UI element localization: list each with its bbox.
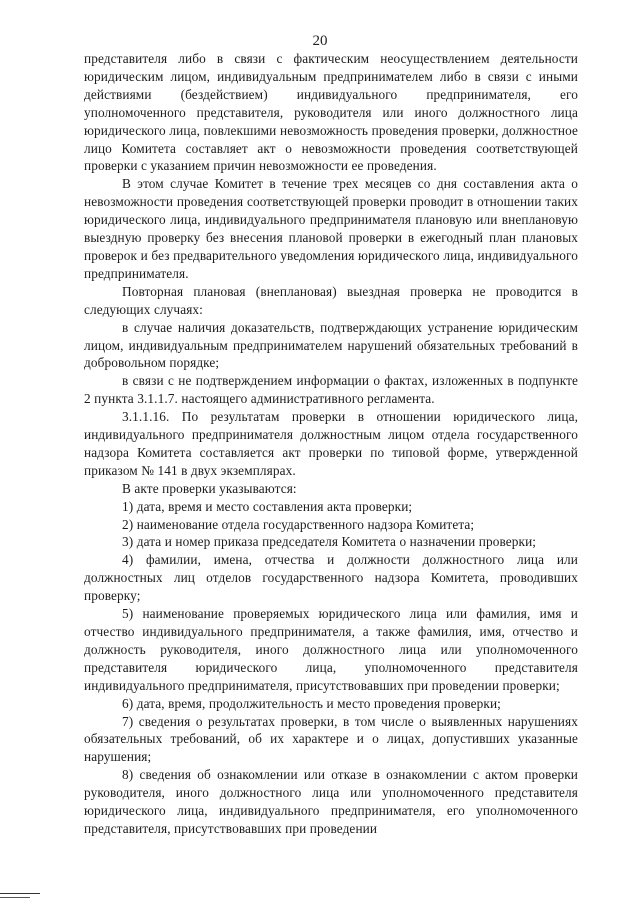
list-item-4: 4) фамилии, имена, отчества и должности должностного лица или должностных лиц отделов государственного надзора Комитета, проводивших проверку;: [84, 552, 578, 604]
paragraph-case-evidence: в случае наличия доказательств, подтверждающих устранение юридическим лицом, индивидуальным предпринимателем нарушений обязательных требований в добровольном порядке;: [84, 319, 578, 371]
list-item-6: 6) дата, время, продолжительность и место проведения проверки;: [122, 695, 501, 711]
paragraph-repeat-inspection: Повторная плановая (внеплановая) выездная проверка не проводится в следующих случаях:: [84, 283, 578, 317]
list-item-1: 1) дата, время и место составления акта проверки;: [122, 498, 413, 514]
list-item-7: 7) сведения о результатах проверки, в том числе о выявленных нарушениях обязательных требований, об их характере и о лицах, допустивших указанные нарушения;: [84, 713, 578, 765]
paragraph-act-contents-heading: В акте проверки указываются:: [122, 480, 297, 496]
footer-divider: [0, 893, 40, 894]
list-item-5: 5) наименование проверяемых юридического лица или фамилия, имя и отчество индивидуального предпринимателя, а также фамилия, имя, отчество и должность руководителя, иного должностного лица или уполномоченного представителя юридического лица, уполномоченного представителя индивидуального предпринимателя, присутствовавших при проведении проверки;: [84, 606, 578, 693]
paragraph-continuation: представителя либо в связи с фактическим неосуществлением деятельности юридическим лицом, индивидуальным предпринимателем либо в связи с иными действиями (бездействием) индивидуального предпринимателя, его уполномоченного представителя, руководителя или иного должностного лица юридического лица, повлекшими невозможность проведения проверки, должностное лицо Комитета составляет акт о невозможности проведения соответствующей проверки с указанием причин невозможности ее проведения.: [84, 51, 578, 174]
paragraph-committee-case: В этом случае Комитет в течение трех месяцев со дня составления акта о невозможности проведения соответствующей проверки проводит в отношении таких юридического лица, индивидуального предпринимателя плановую или внеплановую выездную проверку без внесения плановой проверки в ежегодный план плановых проверок и без предварительного уведомления юридического лица, индивидуального предпринимателя.: [84, 176, 578, 281]
footer-mark: [0, 897, 30, 898]
list-item-3: 3) дата и номер приказа председателя Комитета о назначении проверки;: [122, 534, 537, 550]
document-body: [84, 50, 578, 838]
list-item-8: 8) сведения об ознакомлении или отказе в ознакомлении с актом проверки руководителя, иного должностного лица или уполномоченного представителя юридического лица, индивидуального предпринимателя, его уполномоченного представителя, присутствовавших при проведении: [84, 767, 578, 836]
paragraph-section-3-1-1-16: 3.1.1.16. По результатам проверки в отношении юридического лица, индивидуального предпринимателя должностным лицом отдела государственного надзора Комитета составляется акт проверки по типовой форме, утвержденной приказом № 141 в двух экземплярах.: [84, 409, 578, 478]
page-number: 20: [312, 33, 328, 49]
list-item-2: 2) наименование отдела государственного надзора Комитета;: [122, 516, 475, 532]
paragraph-case-unconfirmed: в связи с не подтверждением информации о фактах, изложенных в подпункте 2 пункта 3.1.1.7. настоящего административного регламента.: [84, 373, 578, 407]
